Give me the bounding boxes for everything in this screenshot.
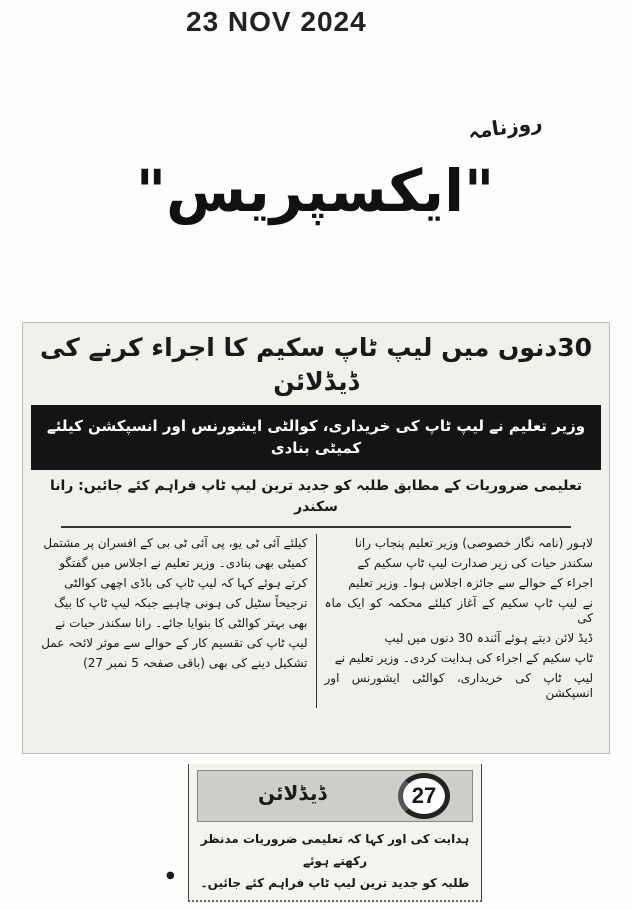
text-line: لیپ ٹاپ کی خریداری، کوالٹی ایشورنس اور انسپکشن <box>324 670 593 700</box>
text-line: کمیٹی بھی بنادی۔ وزیر تعلیم نے اجلاس میں گفتگو <box>59 555 308 570</box>
continuation-text <box>197 828 473 894</box>
publication-date: 23 NOV 2024 <box>186 6 367 37</box>
banner-title: ڈیڈلائن <box>258 781 327 805</box>
text-line: نے لیپ ٹاپ سکیم کے آغاز کیلئے محکمہ کو ایک ماہ کی <box>324 595 593 625</box>
article-highlight-band: وزیر تعلیم نے لیپ ٹاپ کی خریداری، کوالٹی ایشورنس اور انسپکشن کیلئے کمیٹی بنادی <box>31 405 601 470</box>
article-body <box>31 534 601 708</box>
text-line: کیلئے آئی ٹی یو، پی آئی ٹی بی کے افسران پر مشتمل <box>43 535 308 550</box>
article-headline: 30دنوں میں لیپ ٹاپ سکیم کا اجراء کرنے کی ڈیڈلائن <box>39 333 593 396</box>
page-number-badge: 27 <box>398 773 450 819</box>
text-line: بھی بہتر کوالٹی کا بنوایا جائے۔ رانا سکندر حیات نے <box>54 615 308 630</box>
article-column-left <box>31 534 316 708</box>
continuation-banner <box>197 770 473 822</box>
text-line: لاہور (نامہ نگار خصوصی) وزیر تعلیم پنجاب رانا <box>354 535 593 550</box>
masthead-logo: "ایکسپریس" <box>135 157 495 225</box>
text-line: تشکیل دینے کی بھی (باقی صفحہ 5 نمبر 27) <box>83 655 308 670</box>
article-subhead: تعلیمی ضروریات کے مطابق طلبہ کو جدید ترین لیپ ٹاپ فراہم کئے جائیں: رانا سکندر <box>49 477 583 515</box>
text-line: ہدایت کی اور کہا کہ تعلیمی ضروریات مدنظر رکھتے ہوئے <box>200 832 470 868</box>
text-line: طلبہ کو جدید ترین لیپ ٹاپ فراہم کئے جائیں۔ <box>200 876 470 890</box>
text-line: سکندر حیات کی زیر صدارت لیپ ٹاپ سکیم کے <box>357 555 593 570</box>
divider <box>61 526 571 528</box>
text-line: کرتے ہوئے کہا کہ لیپ ٹاپ کی باڈی اچھی کوالٹی <box>64 575 308 590</box>
text-line: لیپ ٹاپ کی تقسیم کار کے حوالے سے موثر لائحہ عمل <box>41 635 308 650</box>
print-mark: ● <box>166 870 175 881</box>
continuation-box <box>188 764 482 902</box>
news-article <box>22 322 610 754</box>
text-line: ترجیحاً سٹیل کی ہونی چاہیے جبکہ لیپ ٹاپ کا بیگ <box>54 595 308 610</box>
text-line: ٹاپ سکیم کے اجراء کی ہدایت کردی۔ وزیر تعلیم نے <box>334 650 593 665</box>
text-line: ڈیڈ لائن دیتے ہوئے آئندہ 30 دنوں میں لیپ <box>384 630 593 645</box>
masthead-prefix: روزنامہ <box>466 109 544 145</box>
text-line: اجراء کے حوالے سے جائزہ اجلاس ہوا۔ وزیر تعلیم <box>348 575 593 590</box>
article-column-right <box>316 534 602 708</box>
